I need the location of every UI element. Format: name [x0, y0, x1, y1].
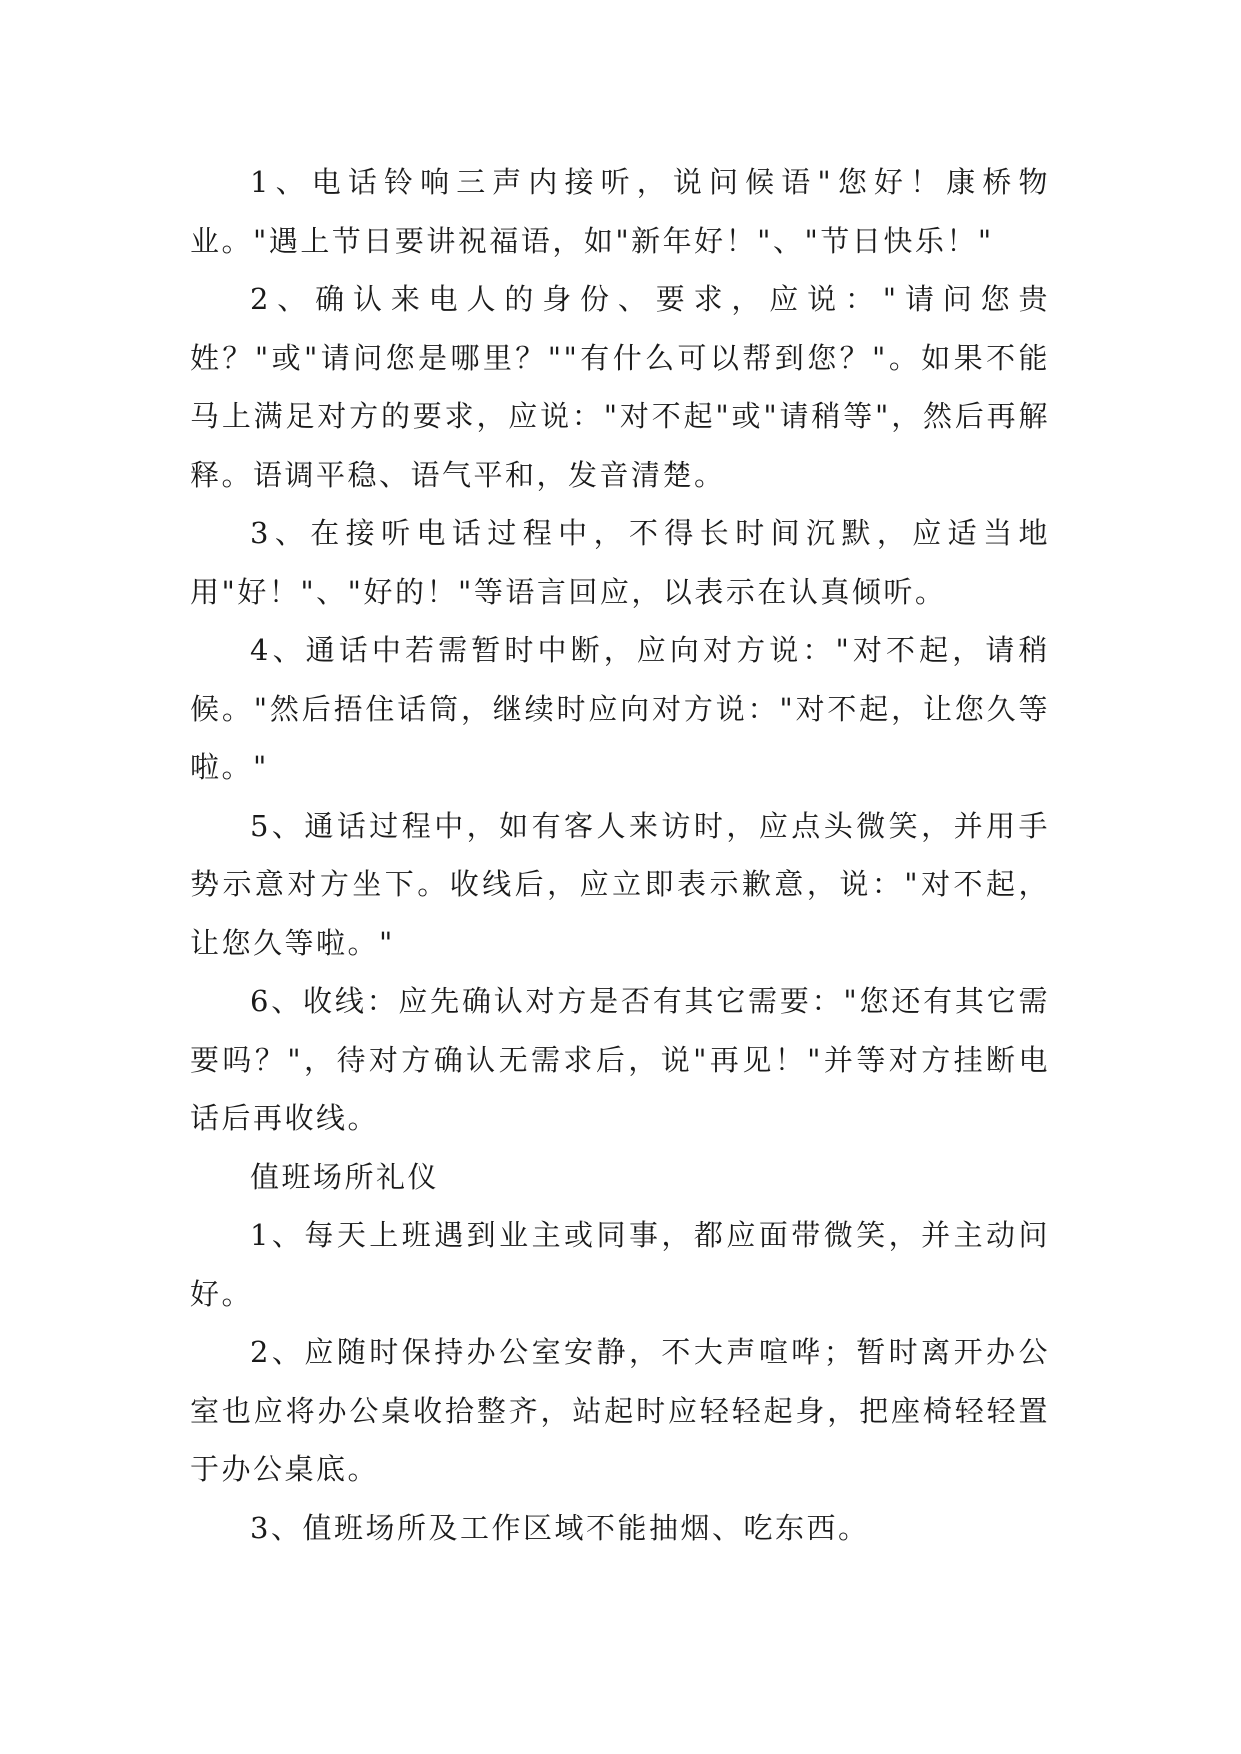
paragraph-phone-5: 5、通话过程中，如有客人来访时，应点头微笑，并用手势示意对方坐下。收线后，应立即表示歉意，说："对不起，让您久等啦。"	[190, 808, 1050, 960]
paragraph-phone-1: 1、电话铃响三声内接听，说问候语"您好！康桥物业。"遇上节日要讲祝福语，如"新年好！"、"节日快乐！"	[190, 165, 1050, 258]
paragraph-phone-3: 3、在接听电话过程中，不得长时间沉默，应适当地用"好！"、"好的！"等语言回应，以表示在认真倾听。	[190, 516, 1050, 609]
paragraph-phone-6: 6、收线：应先确认对方是否有其它需要："您还有其它需要吗？"，待对方确认无需求后，说"再见！"并等对方挂断电话后再收线。	[190, 984, 1050, 1135]
section-heading: 值班场所礼仪	[250, 1159, 440, 1194]
paragraph-duty-1: 1、每天上班遇到业主或同事，都应面带微笑，并主动问好。	[190, 1218, 1050, 1311]
paragraph-duty-3: 3、值班场所及工作区域不能抽烟、吃东西。	[250, 1510, 870, 1545]
paragraph-duty-2: 2、应随时保持办公室安静，不大声喧哗；暂时离开办公室也应将办公桌收拾整齐，站起时应轻轻起身，把座椅轻轻置于办公桌底。	[190, 1335, 1050, 1486]
paragraph-phone-2: 2、确认来电人的身份、要求，应说："请问您贵姓？"或"请问您是哪里？""有什么可以帮到您？"。如果不能马上满足对方的要求，应说："对不起"或"请稍等"，然后再解释。语调平稳、语气平和，发音清楚。	[190, 282, 1050, 492]
document-page	[190, 153, 1050, 1557]
paragraph-phone-4: 4、通话中若需暂时中断，应向对方说："对不起，请稍候。"然后捂住话筒，继续时应向对方说："对不起，让您久等啦。"	[190, 633, 1050, 784]
